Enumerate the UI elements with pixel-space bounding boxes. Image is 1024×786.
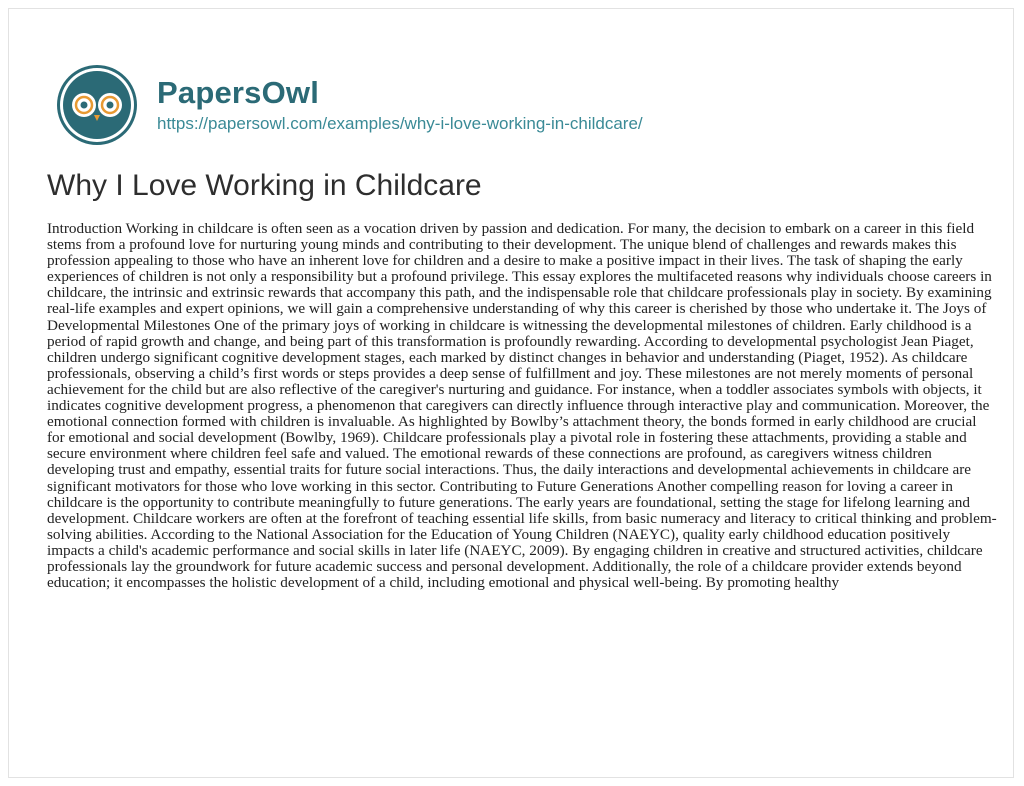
source-url[interactable]: https://papersowl.com/examples/why-i-love-working-in-childcare/	[157, 114, 643, 133]
essay-body: Introduction Working in childcare is often seen as a vocation driven by passion and dedication. For many, the decision to embark on a career in this field stems from a profound love for nurturing young minds and contributing to their development. The unique blend of challenges and rewards makes this profession appealing to those who have an inherent love for children and a desire to make a positive impact in their lives. The task of shaping the early experiences of children is not only a responsibility but a profound privilege. This essay explores the multifaceted reasons why individuals choose careers in childcare, the intrinsic and extrinsic rewards that accompany this path, and the indispensable role that childcare professionals play in society. By examining real-life examples and expert opinions, we will gain a comprehensive understanding of why this career is cherished by those who undertake it. The Joys of Developmental Milestones One of the primary joys of working in childcare is witnessing the developmental milestones of children. Early childhood is a period of rapid growth and change, and being part of this transformation is profoundly rewarding. According to developmental psychologist Jean Piaget, children undergo significant cognitive development stages, each marked by distinct changes in behavior and understanding (Piaget, 1952). As childcare professionals, observing a child’s first words or steps provides a deep sense of fulfillment and joy. These milestones are not merely moments of personal achievement for the child but are also reflective of the caregiver's nurturing and guidance. For instance, when a toddler associates symbols with objects, it indicates cognitive development progress, a phenomenon that caregivers can directly influence through interactive play and communication. Moreover, the emotional connection formed with children is invaluable. As highlighted by Bowlby’s attachment theory, the bonds formed in early childhood are crucial for emotional and social development (Bowlby, 1969). Childcare professionals play a pivotal role in fostering these attachments, providing a stable and secure environment where children feel safe and valued. The emotional rewards of these connections are profound, as caregivers witness children developing trust and empathy, essential traits for future social interactions. Thus, the daily interactions and developmental achievements in childcare are significant motivators for those who love working in this sector. Contributing to Future Generations Another compelling reason for loving a career in childcare is the opportunity to contribute meaningfully to future generations. The early years are foundational, setting the stage for lifelong learning and development. Childcare workers are often at the forefront of teaching essential life skills, from basic numeracy and literacy to critical thinking and problem-solving abilities. According to the National Association for the Education of Young Children (NAEYC), quality early childhood education positively impacts a child's academic performance and social skills in later life (NAEYC, 2009). By engaging children in creative and structured activities, childcare professionals lay the groundwork for future academic success and personal development. Additionally, the role of a childcare provider extends beyond education; it encompasses the holistic development of a child, including emotional and physical well-being. By promoting healthy	[47, 220, 997, 592]
brand-header	[55, 63, 643, 147]
brand-name: PapersOwl	[157, 75, 320, 110]
owl-logo-icon	[55, 63, 139, 147]
document-page	[8, 8, 1014, 778]
page-title: Why I Love Working in Childcare	[47, 169, 482, 202]
